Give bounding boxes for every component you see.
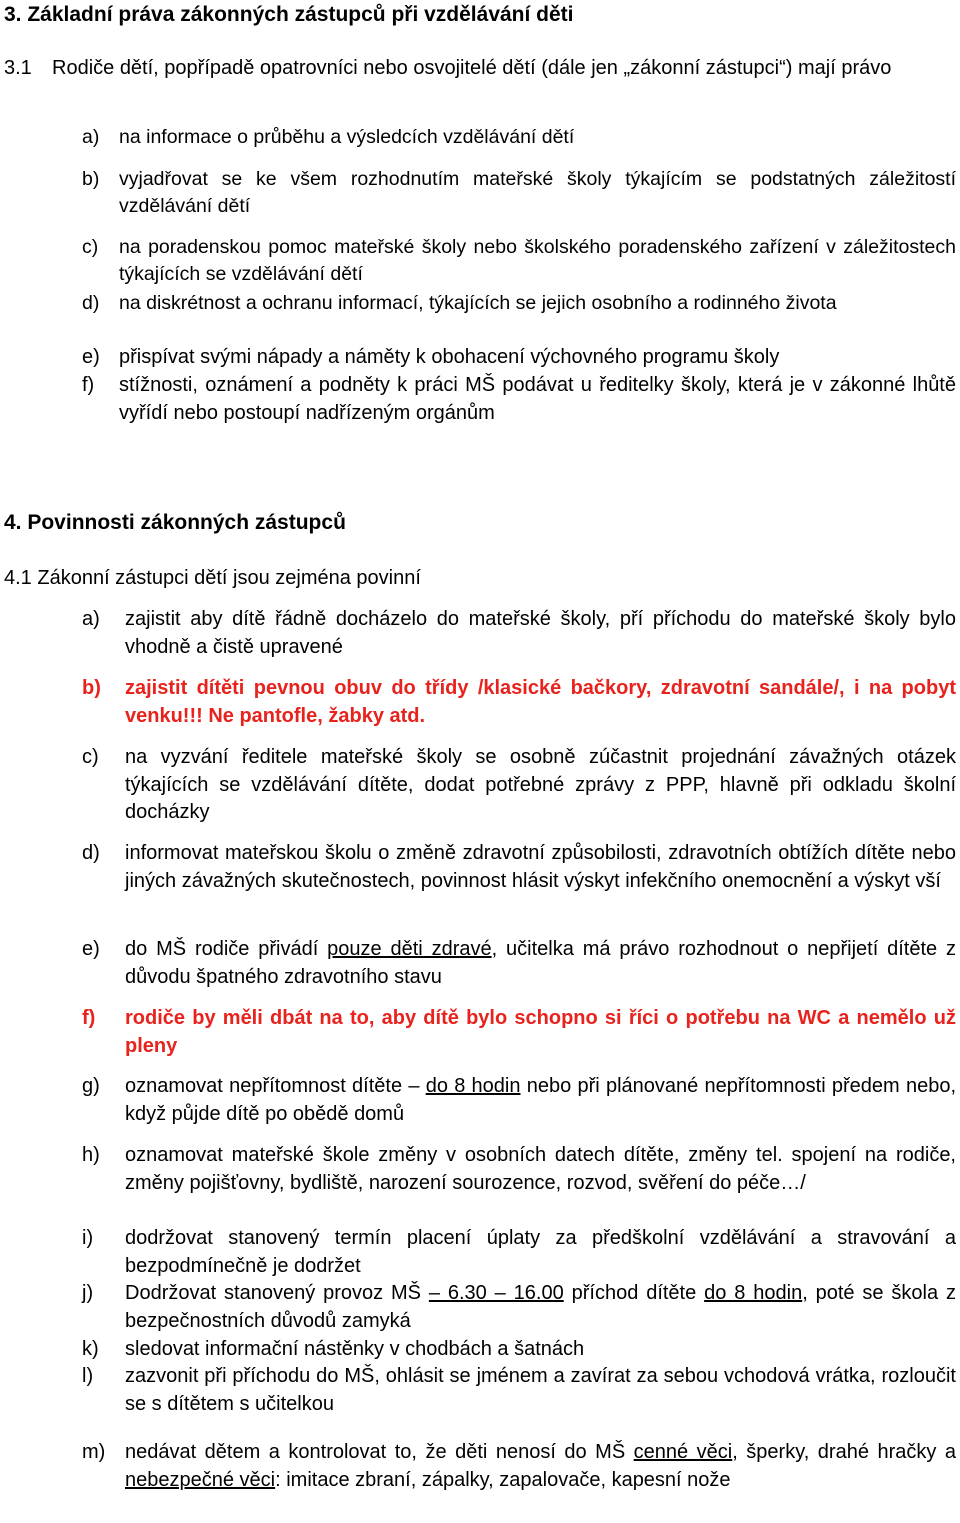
text-part: , učitelka má právo rozhodnout o nepřijetí dítěte z důvodu špatného zdravotního stavu	[125, 938, 956, 988]
item-text: na diskrétnost a ochranu informací, týkajících se jejich osobního a rodinného života	[119, 292, 837, 314]
item-text	[125, 936, 956, 991]
item-text	[125, 1073, 956, 1128]
list-item-4c	[82, 744, 956, 827]
item-label: d)	[82, 842, 100, 864]
item-text: oznamovat mateřské škole změny v osobních datech dítěte, změny tel. spojení na rodiče, změny pojišťovny, bydliště, narození sourozence, rozvod, svěření do péče…/	[125, 1144, 956, 1194]
item-text: přispívat svými nápady a náměty k obohacení výchovného programu školy	[119, 346, 780, 368]
item-label: g)	[82, 1075, 100, 1097]
underlined-text: do 8 hodin	[704, 1282, 803, 1304]
list-item-4b-highlight	[82, 675, 956, 730]
text-part: : imitace zbraní, zápalky, zapalovače, kapesní nože	[275, 1468, 731, 1491]
text-part: , šperky, drahé hračky a	[732, 1441, 956, 1463]
item-text: vyjadřovat se ke všem rozhodnutím mateřské školy týkajícím se podstatných záležitostí vzdělávání dětí	[119, 168, 956, 217]
list-item-4d	[82, 840, 956, 895]
text-part: , poté se škola z bezpečnostních důvodů zamyká	[125, 1282, 956, 1332]
underlined-text: nebezpečné věci	[125, 1468, 276, 1491]
list-item-4h	[82, 1142, 956, 1197]
item-label: m)	[82, 1441, 106, 1463]
section-4-intro: 4.1 Zákonní zástupci dětí jsou zejména povinní	[4, 567, 421, 589]
text-part: Dodržovat stanovený provoz MŠ	[125, 1282, 429, 1304]
text-part: nedávat dětem a kontrolovat to, že děti nenosí do MŠ	[125, 1441, 634, 1463]
item-label: e)	[82, 938, 100, 960]
item-text: stížnosti, oznámení a podněty k práci MŠ podávat u ředitelky školy, která je v zákonné lhůtě vyřídí nebo postoupí nadřízeným orgánům	[119, 374, 956, 424]
item-label: i)	[82, 1227, 94, 1249]
item-label: a)	[82, 126, 100, 148]
text-part: do MŠ rodiče přivádí	[125, 938, 328, 960]
list-item-4g	[82, 1073, 956, 1128]
item-text: zajistit aby dítě řádně docházelo do mateřské školy, pří příchodu do mateřské školy bylo vhodně a čistě upravené	[125, 608, 956, 658]
list-item-4i	[82, 1225, 956, 1280]
list-item-3f	[82, 372, 956, 427]
item-text: sledovat informační nástěnky v chodbách a šatnách	[125, 1338, 585, 1360]
section-4-heading: 4. Povinnosti zákonných zástupců	[4, 511, 346, 534]
item-text: na poradenskou pomoc mateřské školy nebo školského poradenského zařízení v záležitostech týkajících se vzdělávání dětí	[119, 236, 956, 285]
item-text	[125, 1439, 956, 1494]
item-text: na informace o průběhu a výsledcích vzdělávání dětí	[119, 126, 575, 148]
item-label: c)	[82, 236, 99, 258]
item-text	[125, 1280, 956, 1335]
item-text: zajistit dítěti pevnou obuv do třídy /klasické bačkory, zdravotní sandále/, i na pobyt venku!!! Ne pantofle, žabky atd.	[125, 677, 956, 727]
item-label: k)	[82, 1338, 99, 1360]
underlined-text: do 8 hodin	[425, 1075, 521, 1097]
list-item-3d	[82, 290, 956, 317]
list-item-3b	[82, 166, 956, 219]
intro-number: 3.1	[4, 57, 32, 79]
list-item-4m	[82, 1439, 956, 1494]
list-item-4j	[82, 1280, 956, 1335]
item-label: b)	[82, 677, 101, 699]
item-label: d)	[82, 292, 100, 314]
list-item-4e	[82, 936, 956, 991]
list-item-4k	[82, 1336, 956, 1364]
item-label: c)	[82, 746, 99, 768]
item-text: zazvonit při příchodu do MŠ, ohlásit se jménem a zavírat za sebou vchodová vrátka, rozloučit se s dítětem s učitelkou	[125, 1365, 956, 1415]
list-item-3a	[82, 124, 956, 151]
section-3-intro	[4, 55, 954, 82]
text-part: oznamovat nepřítomnost dítěte –	[125, 1075, 426, 1097]
item-label: e)	[82, 346, 100, 368]
item-label: a)	[82, 608, 100, 630]
list-item-3e	[82, 344, 956, 372]
list-item-4f-highlight	[82, 1005, 956, 1060]
item-text: dodržovat stanovený termín placení úplaty za předškolní vzdělávání a stravování a bezpodmínečně je dodržet	[125, 1227, 956, 1277]
item-text: na vyzvání ředitele mateřské školy se osobně zúčastnit projednání závažných otázek týkajících se vzdělávání dítěte, dodat potřebné zprávy z PPP, hlavně při odkladu školní docházky	[125, 746, 956, 823]
item-label: j)	[82, 1282, 94, 1304]
intro-text: Rodiče dětí, popřípadě opatrovníci nebo osvojitelé dětí (dále jen „zákonní zástupci“) mají právo	[52, 57, 892, 79]
item-text: informovat mateřskou školu o změně zdravotní způsobilosti, zdravotních obtížích dítěte nebo jiných závažných skutečnostech, povinnost hlásit výskyt infekčního onemocnění a výskyt vší	[125, 842, 956, 892]
underlined-text: pouze děti zdravé	[327, 938, 492, 960]
item-text: rodiče by měli dbát na to, aby dítě bylo schopno si říci o potřebu na WC a nemělo už pleny	[125, 1007, 956, 1057]
item-label: l)	[82, 1365, 94, 1387]
list-item-4l	[82, 1363, 956, 1418]
list-item-3c	[82, 234, 956, 287]
item-label: f)	[82, 374, 95, 396]
section-3-heading: 3. Základní práva zákonných zástupců při vzdělávání děti	[4, 3, 574, 26]
item-label: b)	[82, 168, 100, 190]
underlined-text: – 6.30 – 16.00	[428, 1282, 564, 1304]
underlined-text: cenné věci	[633, 1441, 733, 1463]
list-item-4a	[82, 606, 956, 661]
item-label: f)	[82, 1007, 96, 1029]
text-part: příchod dítěte	[563, 1282, 705, 1304]
text-part: nebo při plánované nepřítomnosti předem nebo, když půjde dítě po obědě domů	[125, 1075, 957, 1125]
item-label: h)	[82, 1144, 100, 1166]
